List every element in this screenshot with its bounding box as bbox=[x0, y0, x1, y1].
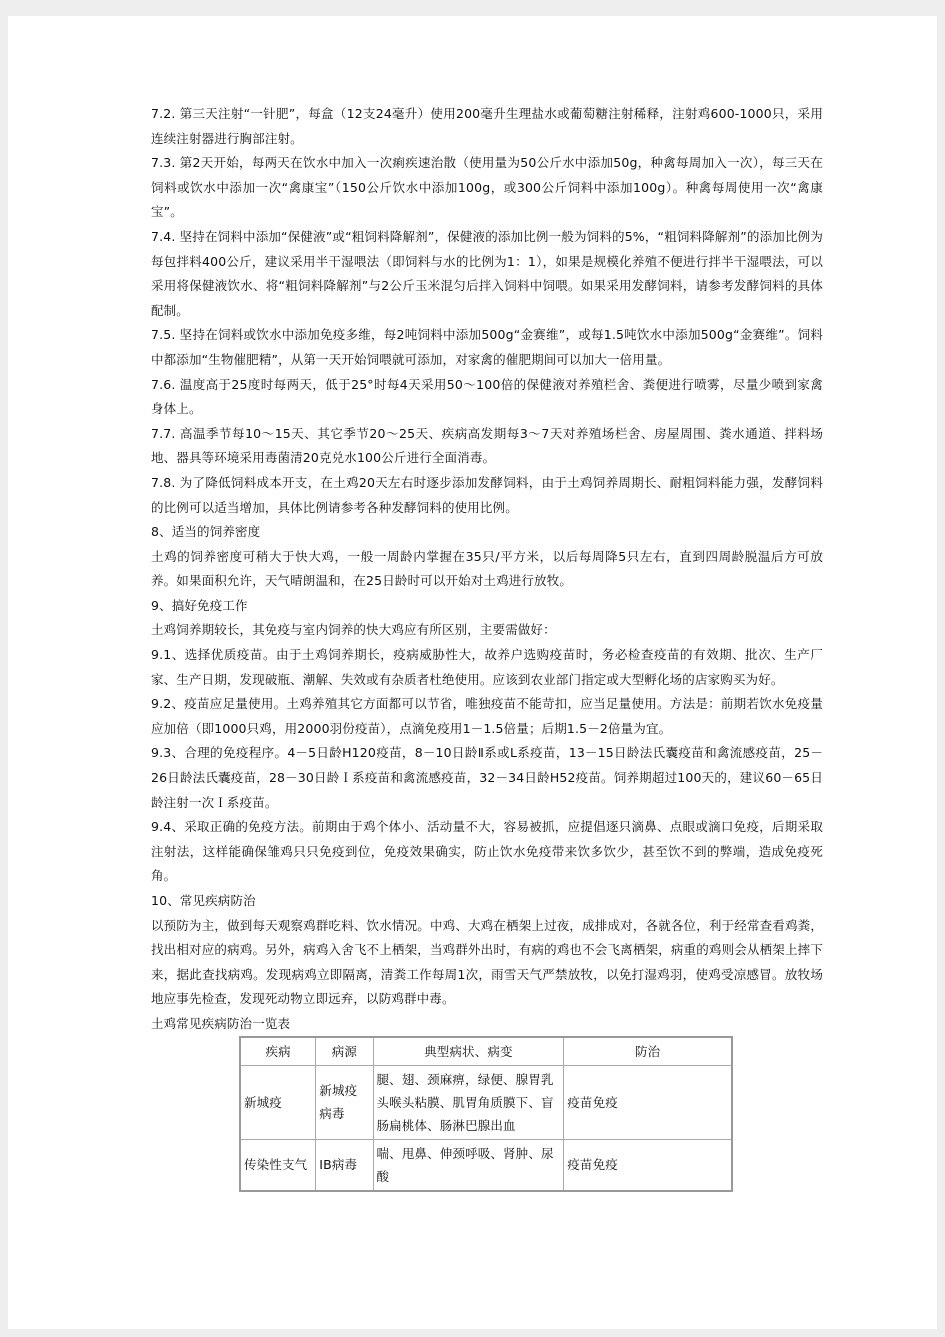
cell-disease: 新城疫 bbox=[240, 1065, 316, 1139]
paragraph-9-2: 9.2、疫苗应足量使用。土鸡养殖其它方面都可以节省，唯独疫苗不能苛扣，应当足量使用。方法是：前期若饮水免疫量应加倍（即1000只鸡，用2000羽份疫苗），点滴免疫用1－1.5倍量；后期1.5－2倍量为宜。 bbox=[151, 696, 823, 736]
paragraph-9-1: 9.1、选择优质疫苗。由于土鸡饲养期长，疫病威胁性大，故养户选购疫苗时，务必检查疫苗的有效期、批次、生产厂家、生产日期，发现破瓶、潮解、失效或有杂质者杜绝使用。应该到农业部门指定或大型孵化场的店家购买为好。 bbox=[151, 647, 823, 687]
document-body bbox=[151, 102, 823, 1192]
header-disease: 疾病 bbox=[240, 1037, 316, 1066]
header-pathogen: 病源 bbox=[316, 1037, 373, 1066]
paragraph-7-2: 7.2. 第三天注射“一针肥”，每盒（12支24毫升）使用200毫升生理盐水或葡萄糖注射稀释，注射鸡600-1000只，采用连续注射器进行胸部注射。 bbox=[151, 106, 823, 146]
cell-treatment: 疫苗免疫 bbox=[564, 1139, 732, 1191]
section-heading-8: 8、适当的饲养密度 bbox=[151, 524, 261, 540]
cell-pathogen: IB病毒 bbox=[316, 1139, 373, 1191]
paragraph-density: 土鸡的饲养密度可稍大于快大鸡，一般一周龄内掌握在35只/平方米，以后每周降5只左右，直到四周龄脱温后方可放养。如果面积允许，天气晴朗温和，在25日龄时可以开始对土鸡进行放牧。 bbox=[151, 548, 823, 589]
paragraph-7-7: 7.7. 高温季节每10～15天、其它季节20～25天、疾病高发期每3～7天对养殖场栏舍、房屋周围、粪水通道、拌料场地、器具等环境采用毒菌清20克兑水100公斤进行全面消毒。 bbox=[151, 425, 823, 466]
cell-symptoms: 喘、甩鼻、伸颈呼吸、肾肿、尿酸 bbox=[373, 1139, 564, 1191]
paragraph-immunity-intro: 土鸡饲养期较长，其免疫与室内饲养的快大鸡应有所区别，主要需做好： bbox=[151, 622, 556, 638]
document-page bbox=[8, 16, 937, 1329]
paragraph-9-3: 9.3、合理的免疫程序。4－5日龄H120疫苗，8－10日龄Ⅱ系或L系疫苗，13－15日龄法氏囊疫苗和禽流感疫苗，25－26日龄法氏囊疫苗，28－30日龄Ｉ系疫苗和禽流感疫苗，32－34日龄H52疫苗。饲养期超过100天的，建议60－65日龄注射一次Ｉ系疫苗。 bbox=[151, 745, 823, 810]
cell-treatment: 疫苗免疫 bbox=[564, 1065, 732, 1139]
cell-disease: 传染性支气 bbox=[240, 1139, 316, 1191]
disease-table bbox=[239, 1036, 733, 1192]
section-heading-9: 9、搞好免疫工作 bbox=[151, 597, 248, 613]
section-heading-10: 10、常见疾病防治 bbox=[151, 893, 256, 908]
table-row bbox=[240, 1065, 732, 1139]
header-symptoms: 典型病状、病变 bbox=[373, 1037, 564, 1066]
paragraph-7-3: 7.3. 第2天开始，每两天在饮水中加入一次痢疾速治散（使用量为50公斤水中添加50g，种禽每周加入一次），每三天在饲料或饮水中添加一次“禽康宝”（150公斤饮水中添加100g，或300公斤饲料中添加100g）。种禽每周使用一次“禽康宝”。 bbox=[151, 155, 823, 220]
paragraph-disease-prevention: 以预防为主，做到每天观察鸡群吃料、饮水情况。中鸡、大鸡在栖架上过夜，成排成对，各就各位，利于经常查看鸡粪，找出相对应的病鸡。另外，病鸡入舍飞不上栖架，当鸡群外出时，有病的鸡也不会飞离栖架，病重的鸡则会从栖架上摔下来，据此查找病鸡。发现病鸡立即隔离，清粪工作每周1次，雨雪天气严禁放牧，以免打湿鸡羽，使鸡受凉感冒。放牧场地应事先检查，发现死动物立即远弃，以防鸡群中毒。 bbox=[151, 917, 823, 1007]
table-row bbox=[240, 1139, 732, 1191]
paragraph-7-5: 7.5. 坚持在饲料或饮水中添加免疫多维，每2吨饲料中添加500g“金赛维”，或每1.5吨饮水中添加500g“金赛维”。饲料中都添加“生物催肥精”，从第一天开始饲喂就可添加，对家禽的催肥期间可以加大一倍用量。 bbox=[151, 327, 823, 367]
cell-pathogen: 新城疫病毒 bbox=[316, 1065, 373, 1139]
table-title: 土鸡常见疾病防治一览表 bbox=[151, 1015, 291, 1031]
cell-symptoms: 腿、翅、颈麻痹，绿便、腺胃乳头喉头粘膜、肌胃角质膜下、盲肠扁桃体、肠淋巴腺出血 bbox=[373, 1065, 564, 1139]
paragraph-9-4: 9.4、采取正确的免疫方法。前期由于鸡个体小、活动量不大，容易被抓，应提倡逐只滴鼻、点眼或滴口免疫，后期采取注射法，这样能确保雏鸡只只免疫到位，免疫效果确实，防止饮水免疫带来饮多饮少，甚至饮不到的弊端，造成免疫死角。 bbox=[151, 819, 823, 884]
table-header-row bbox=[240, 1037, 732, 1066]
header-treatment: 防治 bbox=[564, 1037, 732, 1066]
paragraph-7-6: 7.6. 温度高于25度时每两天，低于25°时每4天采用50～100倍的保健液对养殖栏舍、粪便进行喷雾，尽量少喷到家禽身体上。 bbox=[151, 376, 823, 417]
paragraph-7-8: 7.8. 为了降低饲料成本开支，在土鸡20天左右时逐步添加发酵饲料，由于土鸡饲养周期长、耐粗饲料能力强，发酵饲料的比例可以适当增加，具体比例请参考各种发酵饲料的使用比例。 bbox=[151, 474, 823, 515]
paragraph-7-4: 7.4. 坚持在饲料中添加“保健液”或“粗饲料降解剂”，保健液的添加比例一般为饲料的5%，“粗饲料降解剂”的添加比例为每包拌料400公斤，建议采用半干湿喂法（即饲料与水的比例为1：1），如果是规模化养殖不便进行拌半干湿喂法，可以采用将保健液饮水、将“粗饲料降解剂”与2公斤玉米混匀后拌入饲料中饲喂。如果采用发酵饲料，请参考发酵饲料的具体配制。 bbox=[151, 228, 823, 318]
